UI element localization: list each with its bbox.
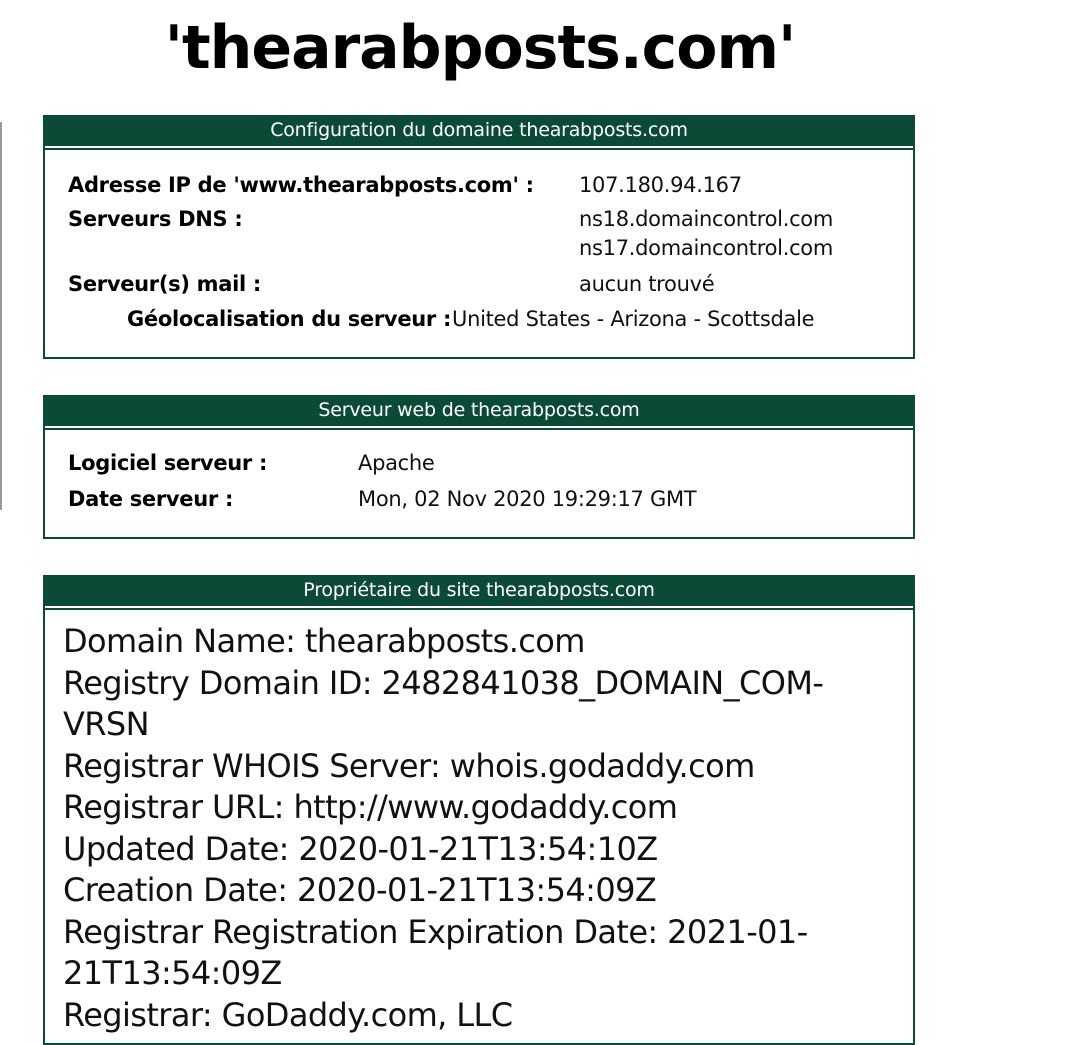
ip-label: Adresse IP de 'www.thearabposts.com' : (68, 173, 534, 197)
software-label: Logiciel serveur : (68, 451, 268, 475)
site-owner-panel (43, 575, 915, 1045)
dns-server-2: ns17.domaincontrol.com (579, 236, 834, 260)
geo-label: Géolocalisation du serveur : (127, 307, 452, 331)
left-divider (0, 122, 2, 510)
page-title: 'thearabposts.com' (164, 13, 796, 83)
server-date-label: Date serveur : (68, 487, 234, 511)
dns-label: Serveurs DNS : (68, 207, 243, 231)
whois-line: Domain Name: thearabposts.com (63, 622, 585, 660)
whois-line: 21T13:54:09Z (63, 954, 282, 992)
server-date-value: Mon, 02 Nov 2020 19:29:17 GMT (358, 487, 697, 511)
whois-line: Registrar Registration Expiration Date: 2021-01- (63, 912, 808, 951)
whois-line: Creation Date: 2020-01-21T13:54:09Z (63, 871, 657, 909)
whois-record (63, 621, 863, 1036)
whois-line: Registrar WHOIS Server: whois.godaddy.com (63, 746, 755, 785)
mail-value: aucun trouvé (579, 272, 715, 296)
domain-config-panel (43, 115, 915, 359)
whois-line: Registrar URL: http://www.godaddy.com (63, 788, 678, 826)
domain-config-header: Configuration du domaine thearabposts.com (45, 115, 913, 148)
whois-line: Registrar: GoDaddy.com, LLC (63, 995, 513, 1034)
whois-line: Registry Domain ID: 2482841038_DOMAIN_COM- (63, 663, 824, 702)
web-server-panel (43, 395, 915, 539)
software-value: Apache (358, 451, 435, 475)
web-server-header: Serveur web de thearabposts.com (45, 395, 913, 428)
whois-line: VRSN (63, 705, 149, 743)
whois-line: Updated Date: 2020-01-21T13:54:10Z (63, 829, 658, 868)
ip-value: 107.180.94.167 (579, 173, 742, 197)
dns-server-1: ns18.domaincontrol.com (579, 207, 834, 231)
mail-label: Serveur(s) mail : (68, 272, 262, 296)
site-owner-header: Propriétaire du site thearabposts.com (45, 575, 913, 608)
geo-value: United States - Arizona - Scottsdale (452, 307, 815, 331)
